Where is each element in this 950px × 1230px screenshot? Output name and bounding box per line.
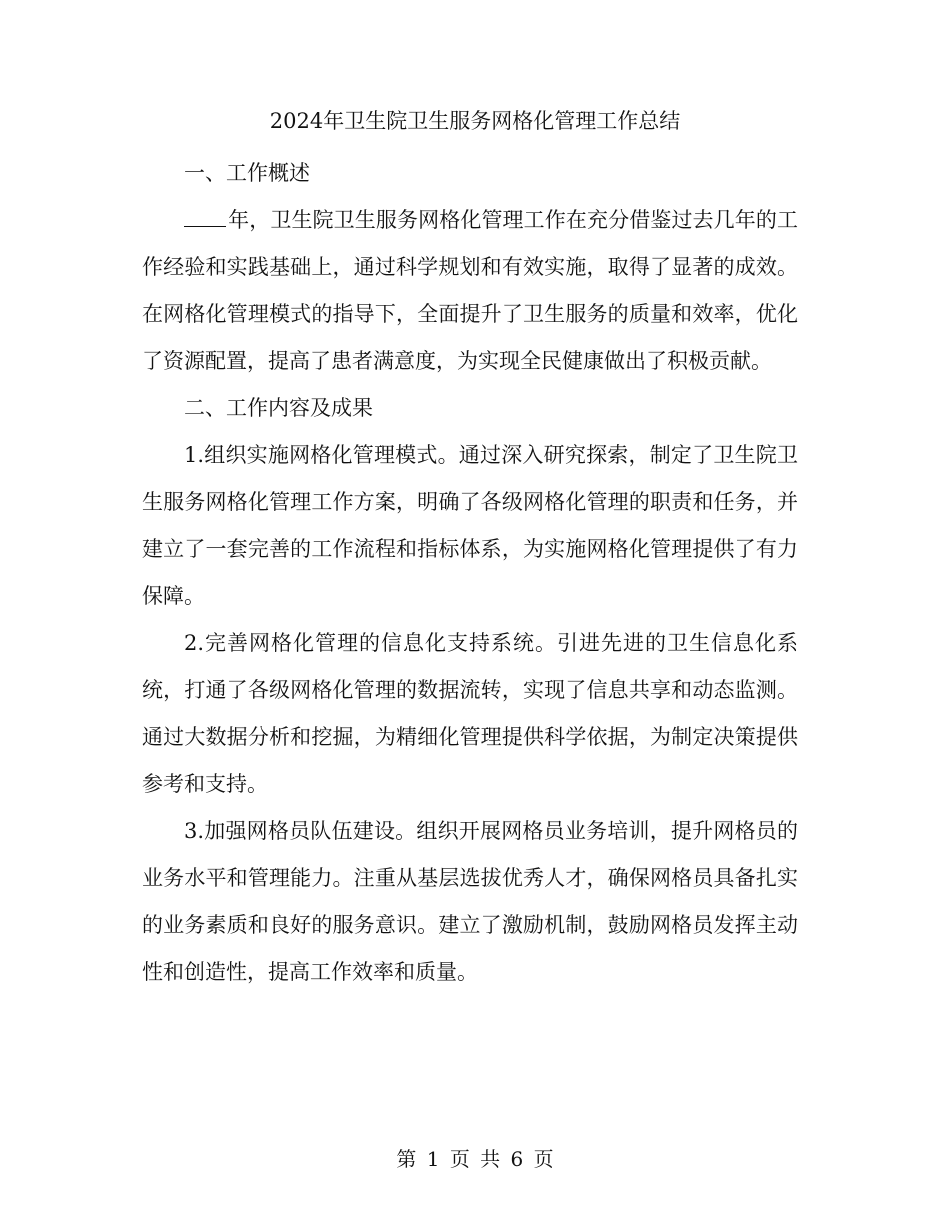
paragraph-text: 年，卫生院卫生服务网格化管理工作在充分借鉴过去几年的工作经验和实践基础上，通过科学规划和有效实施，取得了显著的成效。在网格化管理模式的指导下，全面提升了卫生服务的质量和效率，优化了资源配置，提高了患者满意度，为实现全民健康做出了积极贡献。 (142, 208, 798, 373)
section-heading: 一、工作概述 (184, 161, 310, 185)
document-title: 2024年卫生院卫生服务网格化管理工作总结 (269, 109, 681, 133)
page-number-footer: 第 1 页 共 6 页 (396, 1147, 554, 1171)
paragraph: 2.完善网格化管理的信息化支持系统。引进先进的卫生信息化系统，打通了各级网格化管理的数据流转，实现了信息共享和动态监测。通过大数据分析和挖掘，为精细化管理提供科学依据，为制定决策提供参考和支持。 (142, 631, 798, 796)
paragraph: 3.加强网格员队伍建设。组织开展网格员业务培训，提升网格员的业务水平和管理能力。注重从基层选拔优秀人才，确保网格员具备扎实的业务素质和良好的服务意识。建立了激励机制，鼓励网格员发挥主动性和创造性，提高工作效率和质量。 (142, 819, 798, 984)
paragraph: 1.组织实施网格化管理模式。通过深入研究探索，制定了卫生院卫生服务网格化管理工作方案，明确了各级网格化管理的职责和任务，并建立了一套完善的工作流程和指标体系，为实施网格化管理提供了有力保障。 (142, 443, 798, 608)
section-heading: 二、工作内容及成果 (184, 396, 373, 420)
fill-in-blank (184, 204, 226, 227)
paragraph (142, 197, 798, 385)
document-body (142, 150, 798, 996)
